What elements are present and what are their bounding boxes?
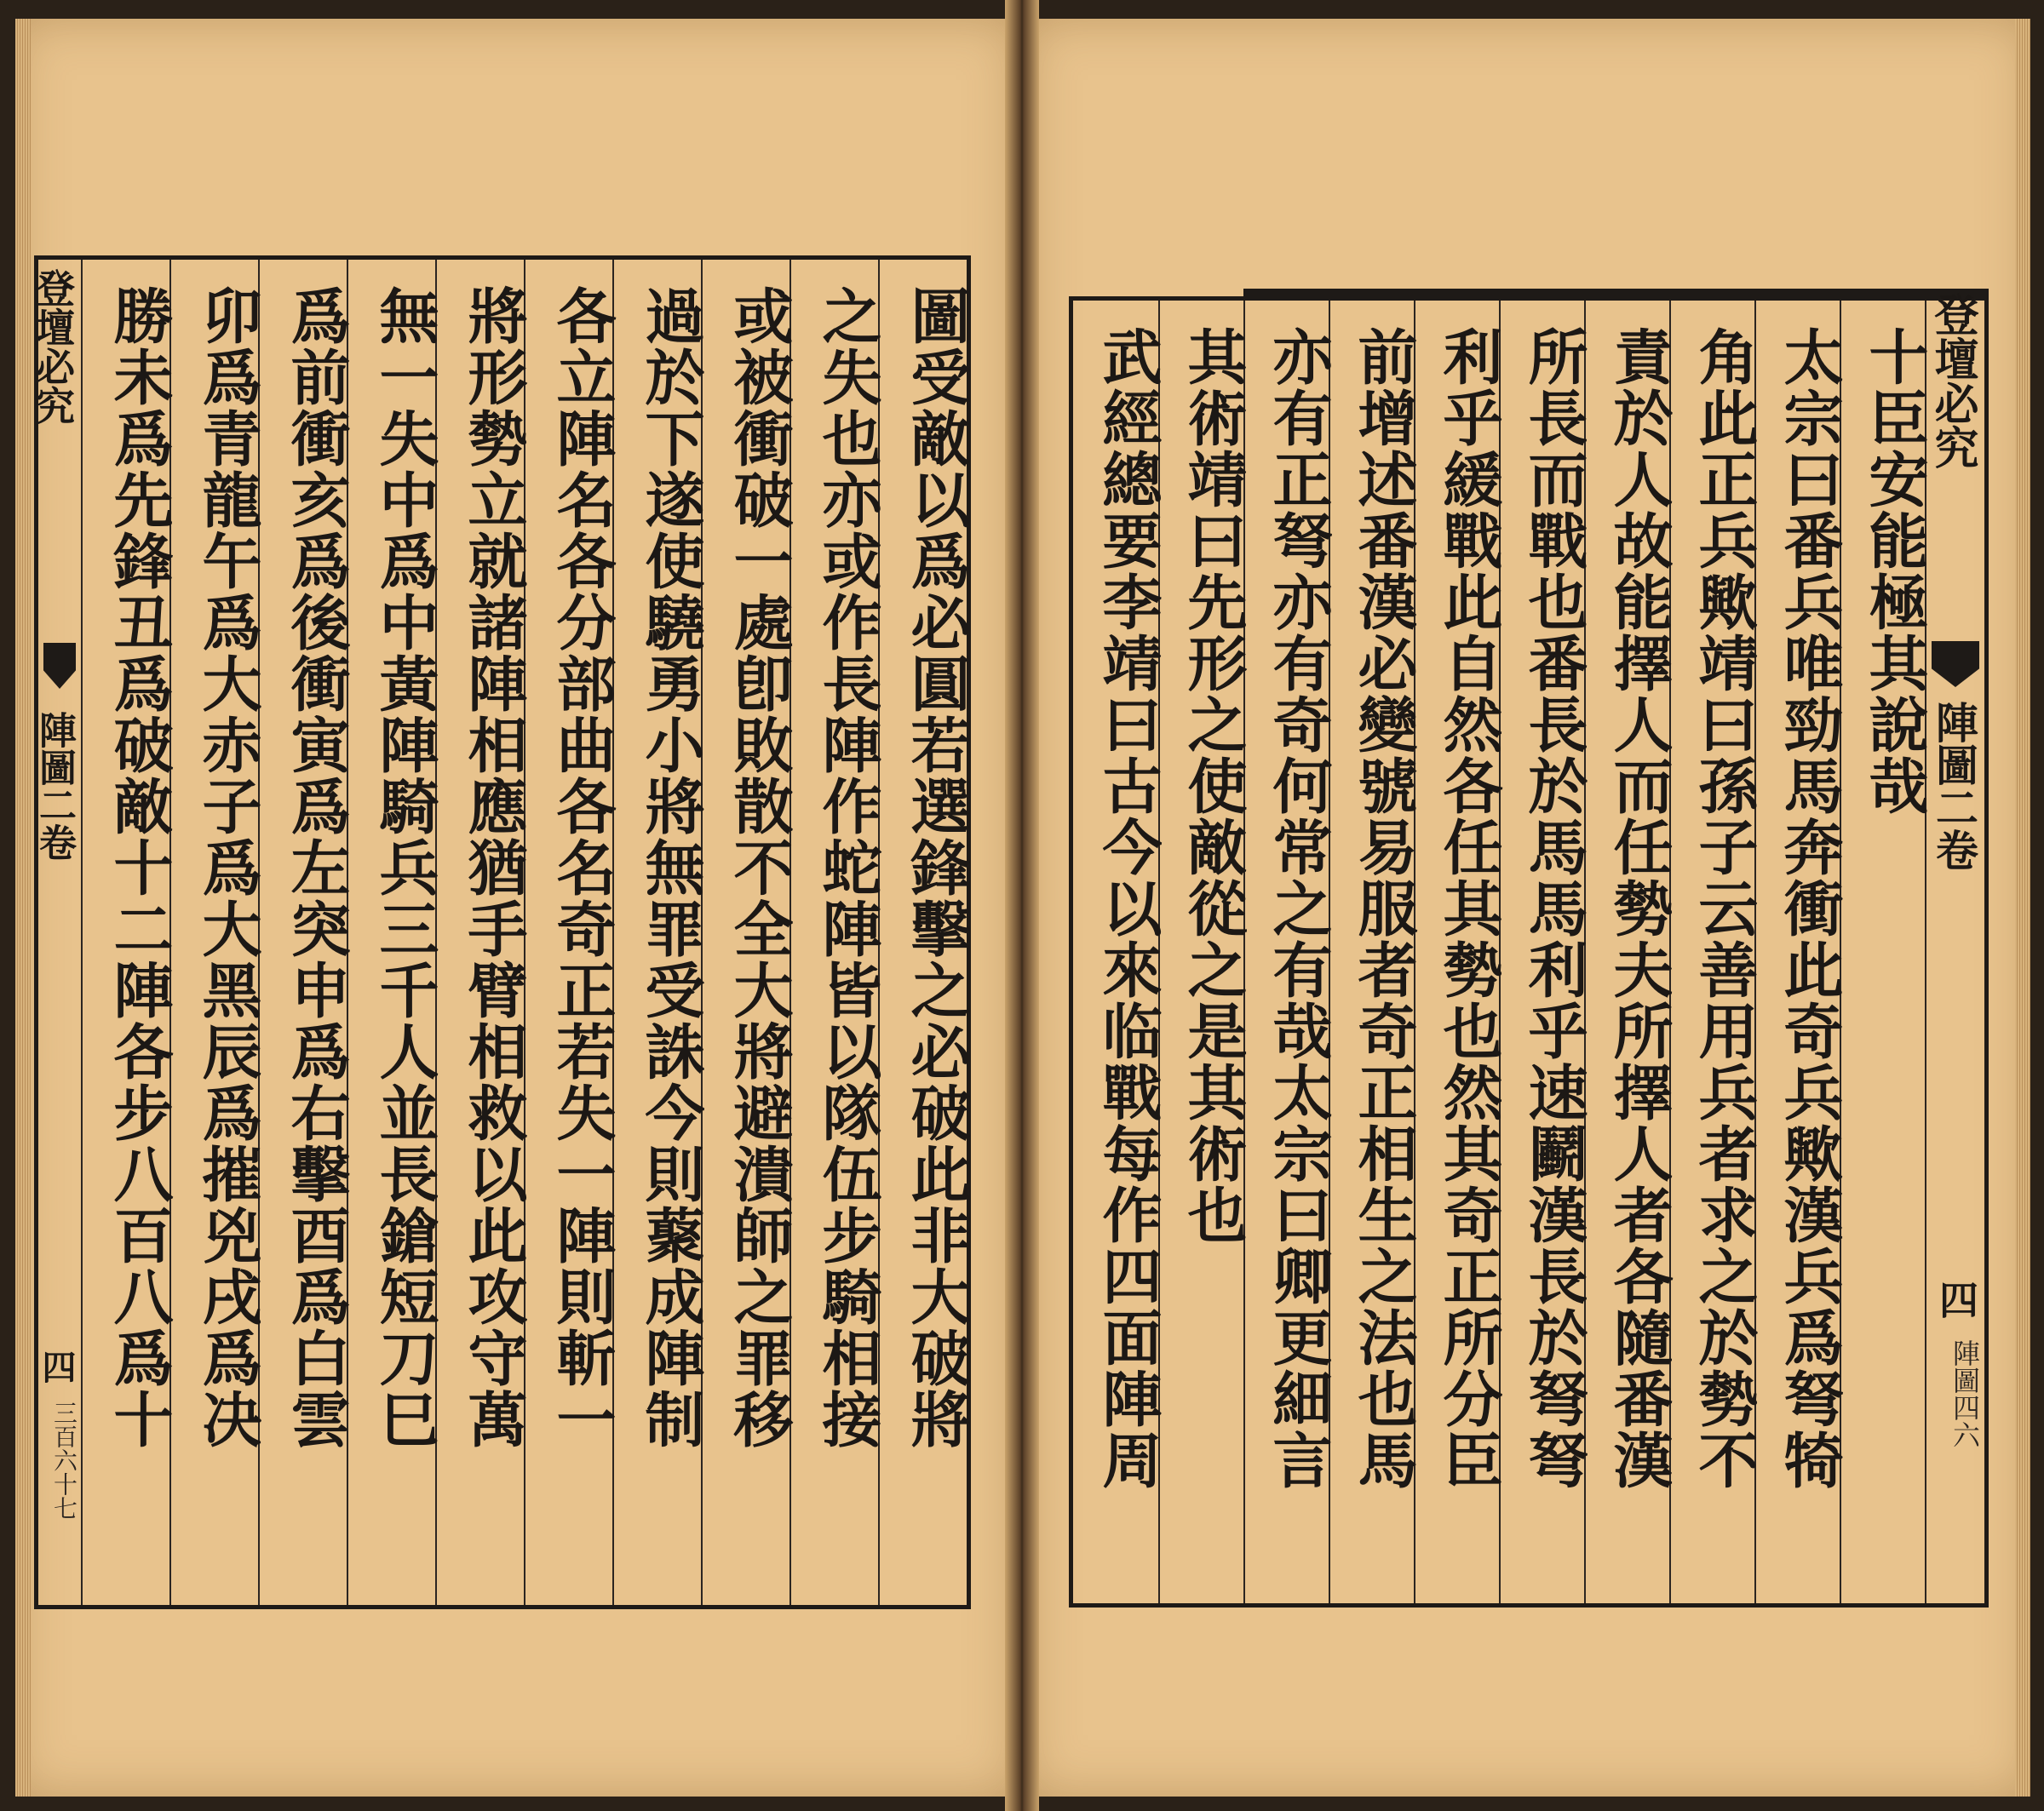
column-text: 利乎緩戰此自然各任其勢也然其奇正所分臣 <box>1433 326 1504 1491</box>
frame-top-bar <box>1243 289 1989 301</box>
book-title: 登壇必究 <box>1926 292 1978 469</box>
page-number: 三百六十七 <box>50 1401 78 1520</box>
column-text: 將形勢立就諸陣相應猶手臂相救以此攻守萬 <box>458 285 529 1450</box>
text-column <box>1073 301 1163 1603</box>
column-text: 勝未爲先鋒丑爲破敵十二陣各步八百八爲十 <box>104 285 175 1450</box>
text-column <box>1329 301 1419 1603</box>
text-column <box>81 260 175 1605</box>
column-text: 亦有正弩亦有奇何常之有哉太宗曰卿更細言 <box>1263 326 1334 1491</box>
column-text: 過於下遂使驍勇小將無罪受誅今則藂成陣制 <box>635 285 706 1450</box>
column-text: 之失也亦或作長陣作蛇陣皆以隊伍步騎相接 <box>812 285 883 1450</box>
text-column <box>701 260 795 1605</box>
column-text: 卯爲青龍午爲大赤子爲大黑辰爲摧兇戌爲决 <box>192 285 263 1450</box>
column-text: 武經總要李靖曰古今以來临戰每作四面陣周 <box>1093 326 1163 1491</box>
column-text: 其術靖曰先形之使敵從之是其術也 <box>1178 326 1249 1246</box>
fish-tail-mark <box>1932 641 1979 687</box>
text-column <box>1669 301 1760 1603</box>
page-number: 陣圖四六 <box>1949 1339 1981 1448</box>
column-text: 圖受敵以爲必圓若選鋒擊之必破此非大破將 <box>901 285 972 1450</box>
column-text: 各立陣名各分部曲各名奇正若失一陣則斬一 <box>547 285 617 1450</box>
text-column <box>1158 301 1249 1603</box>
right-text-frame <box>1069 292 1989 1608</box>
column-text: 角此正兵歟靖曰孫子云善用兵者求之於勢不 <box>1689 326 1760 1491</box>
text-column <box>435 260 529 1605</box>
text-column <box>1499 301 1589 1603</box>
column-text: 爲前衝亥爲後衝寅爲左突申爲右擊酉爲白雲 <box>281 285 352 1450</box>
fish-tail-mark <box>43 643 76 689</box>
right-banner-column <box>1925 292 1984 1603</box>
text-column <box>1840 301 1930 1603</box>
right-page-edge <box>2015 19 2030 1797</box>
text-column <box>1584 301 1674 1603</box>
column-text: 無一失中爲中黃陣騎兵三千人並長鎗短刀巳 <box>370 285 440 1450</box>
text-column <box>1754 301 1845 1603</box>
text-column <box>789 260 883 1605</box>
left-banner-column <box>30 260 81 1605</box>
text-column <box>1414 301 1504 1603</box>
column-text: 前增述番漢必變號易服者奇正相生之法也馬 <box>1348 326 1419 1491</box>
text-column <box>347 260 440 1605</box>
column-text: 責於人故能擇人而任勢夫所擇人者各隨番漢 <box>1604 326 1674 1491</box>
left-text-frame <box>30 255 972 1609</box>
section-title: 陣圖二卷 <box>32 711 76 861</box>
text-column <box>169 260 263 1605</box>
column-text: 十臣安能極其說哉 <box>1859 326 1930 817</box>
text-column <box>878 260 972 1605</box>
folio-mark: 四 <box>37 1350 77 1384</box>
text-column <box>258 260 352 1605</box>
text-column <box>1243 301 1334 1603</box>
book-gutter <box>1005 0 1039 1811</box>
section-title: 陣圖二卷 <box>1929 701 1979 871</box>
text-column <box>612 260 706 1605</box>
column-text: 所長而戰也番長於馬馬利乎速鬬漢長於弩弩 <box>1519 326 1589 1491</box>
column-text: 太宗曰番兵唯勁馬奔衝此奇兵歟漢兵爲弩犄 <box>1774 326 1845 1491</box>
folio-mark: 四 <box>1933 1280 1979 1319</box>
column-text: 或被衝破一處卽敗散不全大將避潰師之罪移 <box>724 285 795 1450</box>
book-title: 登壇必究 <box>30 268 76 425</box>
text-column <box>524 260 617 1605</box>
